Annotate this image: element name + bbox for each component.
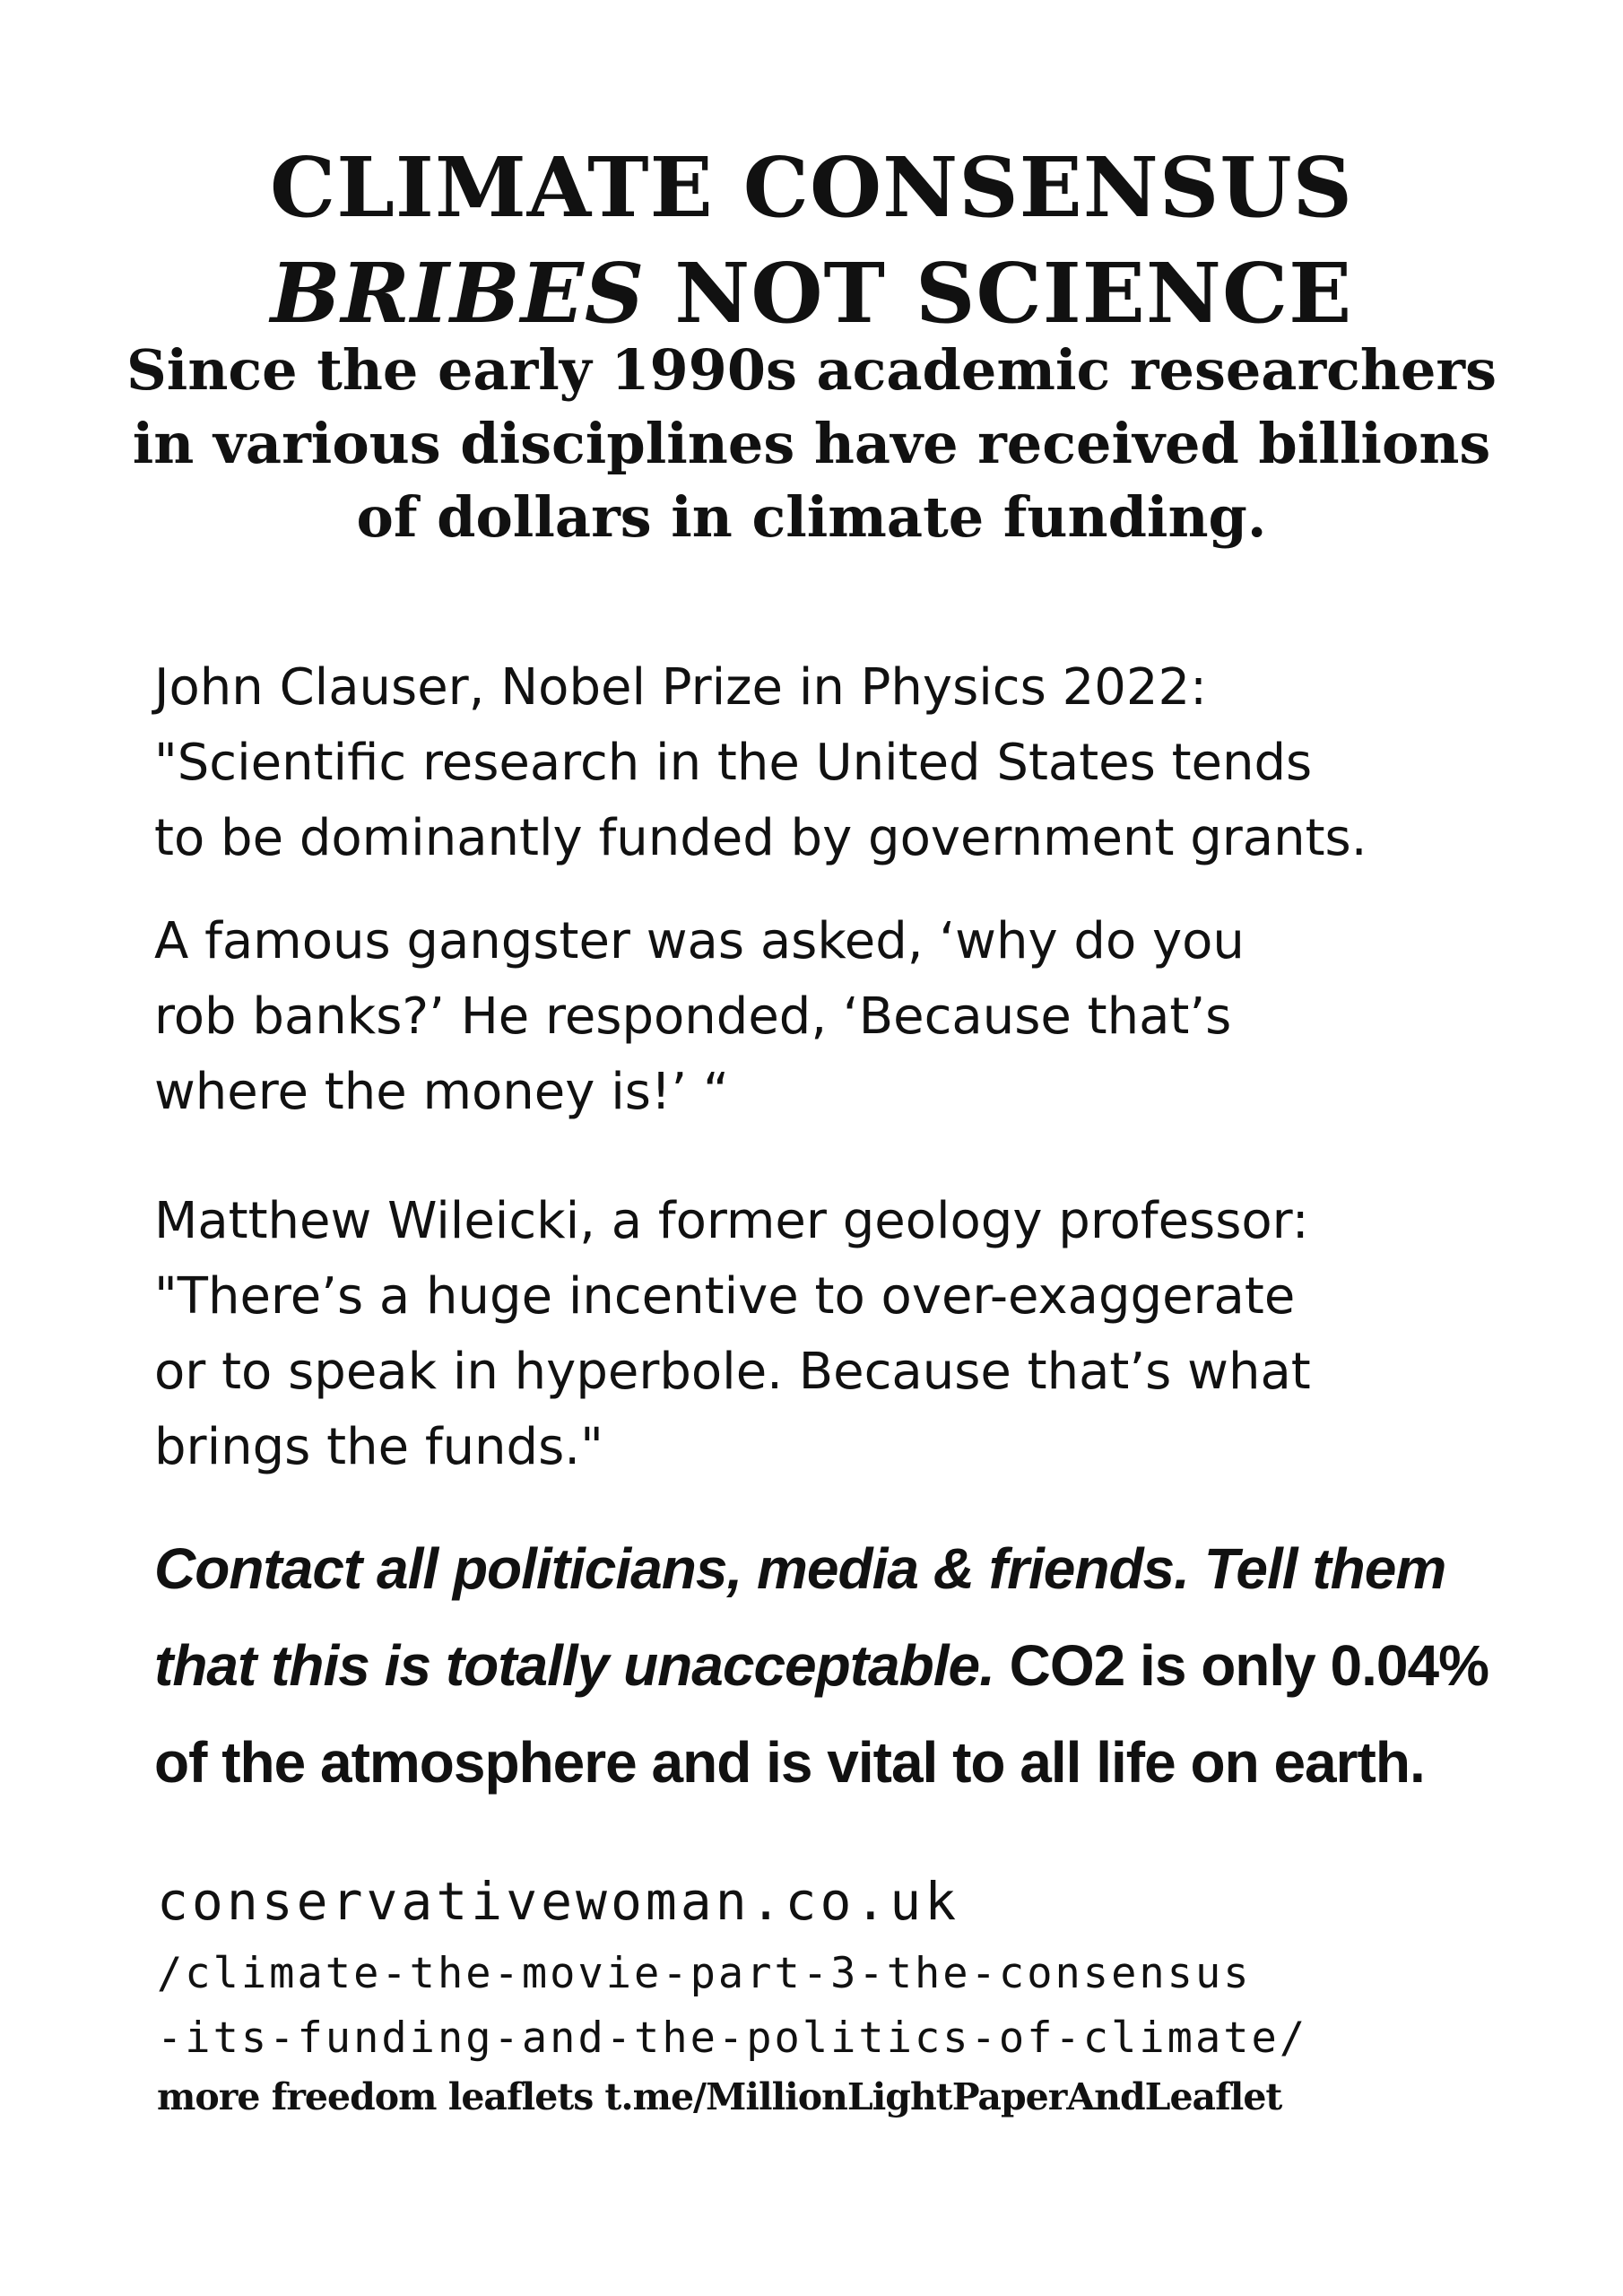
headline-rest: NOT SCIENCE [645, 245, 1353, 342]
call-to-action-italic: Contact all politicians, media & friends. Tell them that this is totally unacceptable. [154, 1536, 1446, 1698]
quote-wileicki: Matthew Wileicki, a former geology professor: "There’s a huge incentive to over-exaggerate or to speak in hyperbole. Because that’s what brings the funds." [154, 1192, 1311, 1476]
call-to-action [154, 1520, 1526, 1811]
quote-gangster: A famous gangster was asked, ‘why do you rob banks?’ He responded, ‘Because that’s where the money is!’ “ [154, 912, 1245, 1121]
call-to-action-plain: CO2 is only 0.04% of the atmosphere and is vital to all life on earth. [154, 1633, 1488, 1795]
source-path: /climate-the-movie-part-3-the-consensus -its-funding-and-the-politics-of-climate/ [157, 1949, 1308, 2063]
footer [157, 2072, 1520, 2122]
footer-link: t.me/MillionLightPaperAndLeaflet [604, 2075, 1282, 2118]
headline [135, 135, 1488, 346]
source-domain: conservativewoman.co.uk [157, 1871, 960, 1932]
quote-clauser: John Clauser, Nobel Prize in Physics 2022: "Scientific research in the United States tends to be dominantly funded by government grants. [154, 658, 1367, 867]
footer-label: more freedom leaflets [157, 2075, 594, 2118]
headline-line-2 [135, 240, 1488, 346]
subheading: Since the early 1990s academic researchers in various disciplines have received billions of dollars in climate funding. [126, 337, 1497, 550]
headline-line-1: CLIMATE CONSENSUS [270, 139, 1353, 236]
headline-emphasis: BRIBES [270, 245, 646, 342]
